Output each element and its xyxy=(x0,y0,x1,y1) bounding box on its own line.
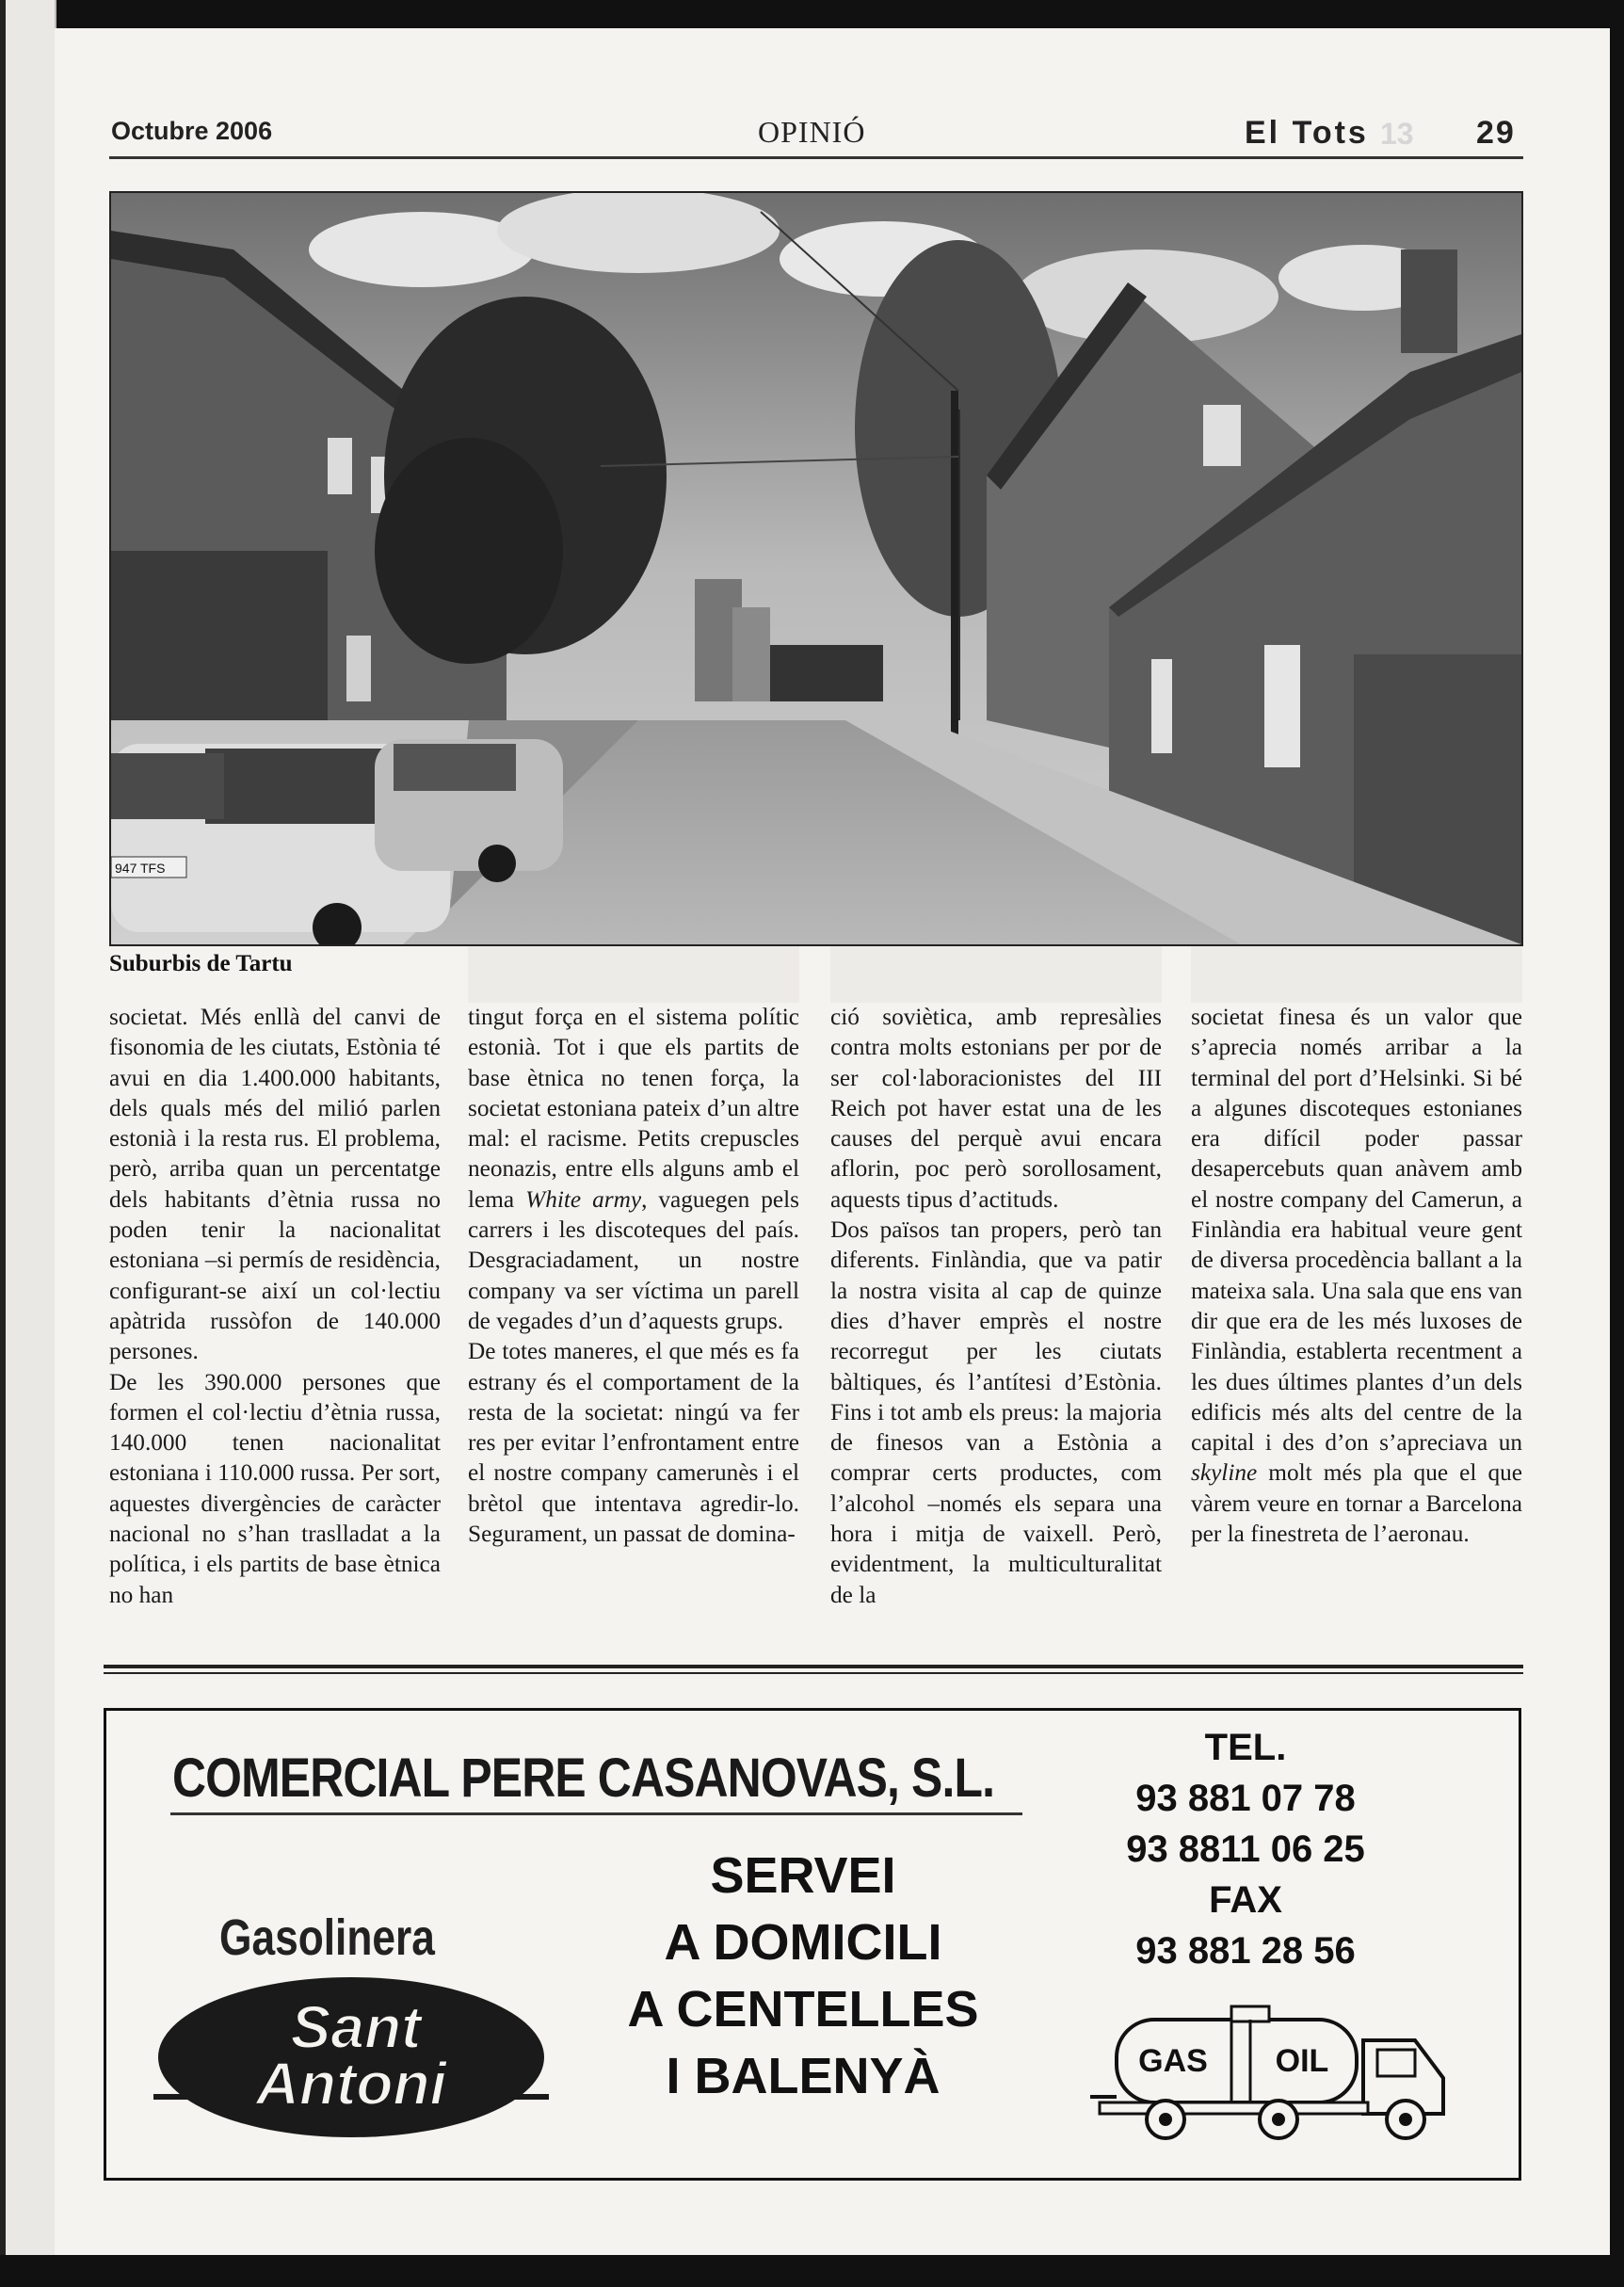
bleed-through-shadow xyxy=(830,946,1162,1003)
publication-name: El Tots xyxy=(1245,115,1369,151)
page-number: 29 xyxy=(1476,115,1516,151)
fax-label: FAX xyxy=(1209,1879,1282,1921)
paragraph: tingut força en el sistema polític estonià. Tot i que els partits de base ètnica no tenen força, la societat estoniana pateix d’un altre mal: el racisme. Petits crepuscles neonazis, entre ells alguns amb el lema White army, vaguegen pels carrers i les discoteques del país. Desgraciadament, un nostre company va ser víctima un parell de vegades d’un d’aquests grups. xyxy=(468,1004,799,1334)
article-column-3 xyxy=(830,1002,1162,1610)
section-title: OPINIÓ xyxy=(758,115,866,149)
article-column-2 xyxy=(468,1002,799,1549)
svg-text:OIL: OIL xyxy=(1275,2043,1329,2079)
paragraph: societat finesa és un valor que s’aprecia només arribar a la terminal del port d’Helsinki. Si bé a algunes discoteques estonianes era difícil poder passar desapercebuts quan anàvem amb el nostre company del Camerun, a Finlàndia era habitual veure gent de diversa procedència ballant a la mateixa sala. Una sala que ens van dir que era de les més luxoses de Finlàndia, establerta recentment a les dues últimes plantes d’un dels edificis més alts del centre de la capital i des d’on s’apreciava un skyline molt més pla que el que vàrem veure en tornar a Barcelona per la finestreta de l’aeronau. xyxy=(1191,1004,1522,1548)
article-column-1 xyxy=(109,1002,441,1610)
ad-service-text: SERVEI A DOMICILI A CENTELLES I BALENYÀ xyxy=(627,1847,979,2104)
svg-text:Antoni: Antoni xyxy=(255,2050,447,2118)
phone-number: 93 881 07 78 xyxy=(1135,1778,1356,1819)
paragraph: Dos països tan propers, però tan diferents. Finlàndia, que va patir la nostra visita al cap de quinze dies d’haver emprès el nostre recorregut per les ciutats bàltiques, és l’antítesi d’Estònia. Fins i tot amb els preus: la majoria de finesos van a Estònia a comprar certs productes, com l’alcohol –només els separa una hora i mitja de vaixell. Però, evidentment, la multiculturalitat de la xyxy=(830,1216,1162,1608)
bleed-through-shadow xyxy=(1191,946,1522,1003)
sant-antoni-logo xyxy=(153,1973,549,2142)
section-divider xyxy=(104,1665,1523,1668)
section-divider xyxy=(104,1672,1523,1674)
scan-border xyxy=(0,2255,1624,2287)
paragraph: De les 390.000 persones que formen el col·lectiu d’ètnia russa, 140.000 tenen nacionalitat estoniana i 110.000 russa. Per sort, aquestes divergències de caràcter nacional no s’han traslladat a la política, i els partits de base ètnica no han xyxy=(109,1368,441,1608)
ad-underline xyxy=(170,1812,1022,1815)
paragraph: De totes maneres, el que més es fa estrany és el comportament de la resta de la societat: ningú va fer res per evitar l’enfrontament entre el nostre company camerunès i el brètol que intentava agredir-lo. Segurament, un passat de domina- xyxy=(468,1338,799,1548)
tanker-truck-icon xyxy=(1090,2003,1457,2144)
emphasized-phrase: White army xyxy=(525,1185,642,1213)
svg-text:Sant: Sant xyxy=(290,1993,422,2061)
paragraph: societat. Més enllà del canvi de fisonomia de les ciutats, Estònia té avui en dia 1.400.000 habitants, dels quals més del milió parlen estonià i la resta rus. El problema, però, arriba quan un percentatge dels habitants d’ètnia russa no poden tenir la nacionalitat estoniana –si permís de residència, configurant-se així un col·lectiu apàtrida russòfon de 140.000 persones. xyxy=(109,1004,441,1365)
phone-number: 93 8811 06 25 xyxy=(1126,1828,1365,1870)
ad-company-name: COMERCIAL PERE CASANOVAS, S.L. xyxy=(172,1747,995,1809)
fax-number: 93 881 28 56 xyxy=(1135,1930,1356,1972)
street-photo xyxy=(109,191,1523,946)
photo-caption: Suburbis de Tartu xyxy=(109,951,293,976)
tel-label: TEL. xyxy=(1204,1727,1287,1768)
binding-edge xyxy=(0,0,56,2287)
bleed-through-mark: 13 xyxy=(1380,117,1414,151)
ad-gas-station: Gasolinera xyxy=(219,1909,435,1966)
issue-date: Octubre 2006 xyxy=(111,117,273,145)
license-plate: 947 TFS xyxy=(115,861,166,876)
article-column-4 xyxy=(1191,1002,1522,1549)
header-rule xyxy=(109,156,1523,159)
advertisement xyxy=(104,1708,1521,2181)
paragraph: ció soviètica, amb represàlies contra molts estonians per por de ser col·laboracionistes del III Reich pot haver estat una de les causes del perquè avui encara aflorin, poc però sorollosament, aquests tipus d’actituds. xyxy=(830,1004,1162,1213)
ad-contact-info xyxy=(1085,1722,1406,1976)
svg-text:GAS: GAS xyxy=(1138,2043,1208,2079)
bleed-through-shadow xyxy=(468,946,799,1003)
emphasized-phrase: skyline xyxy=(1191,1459,1258,1487)
